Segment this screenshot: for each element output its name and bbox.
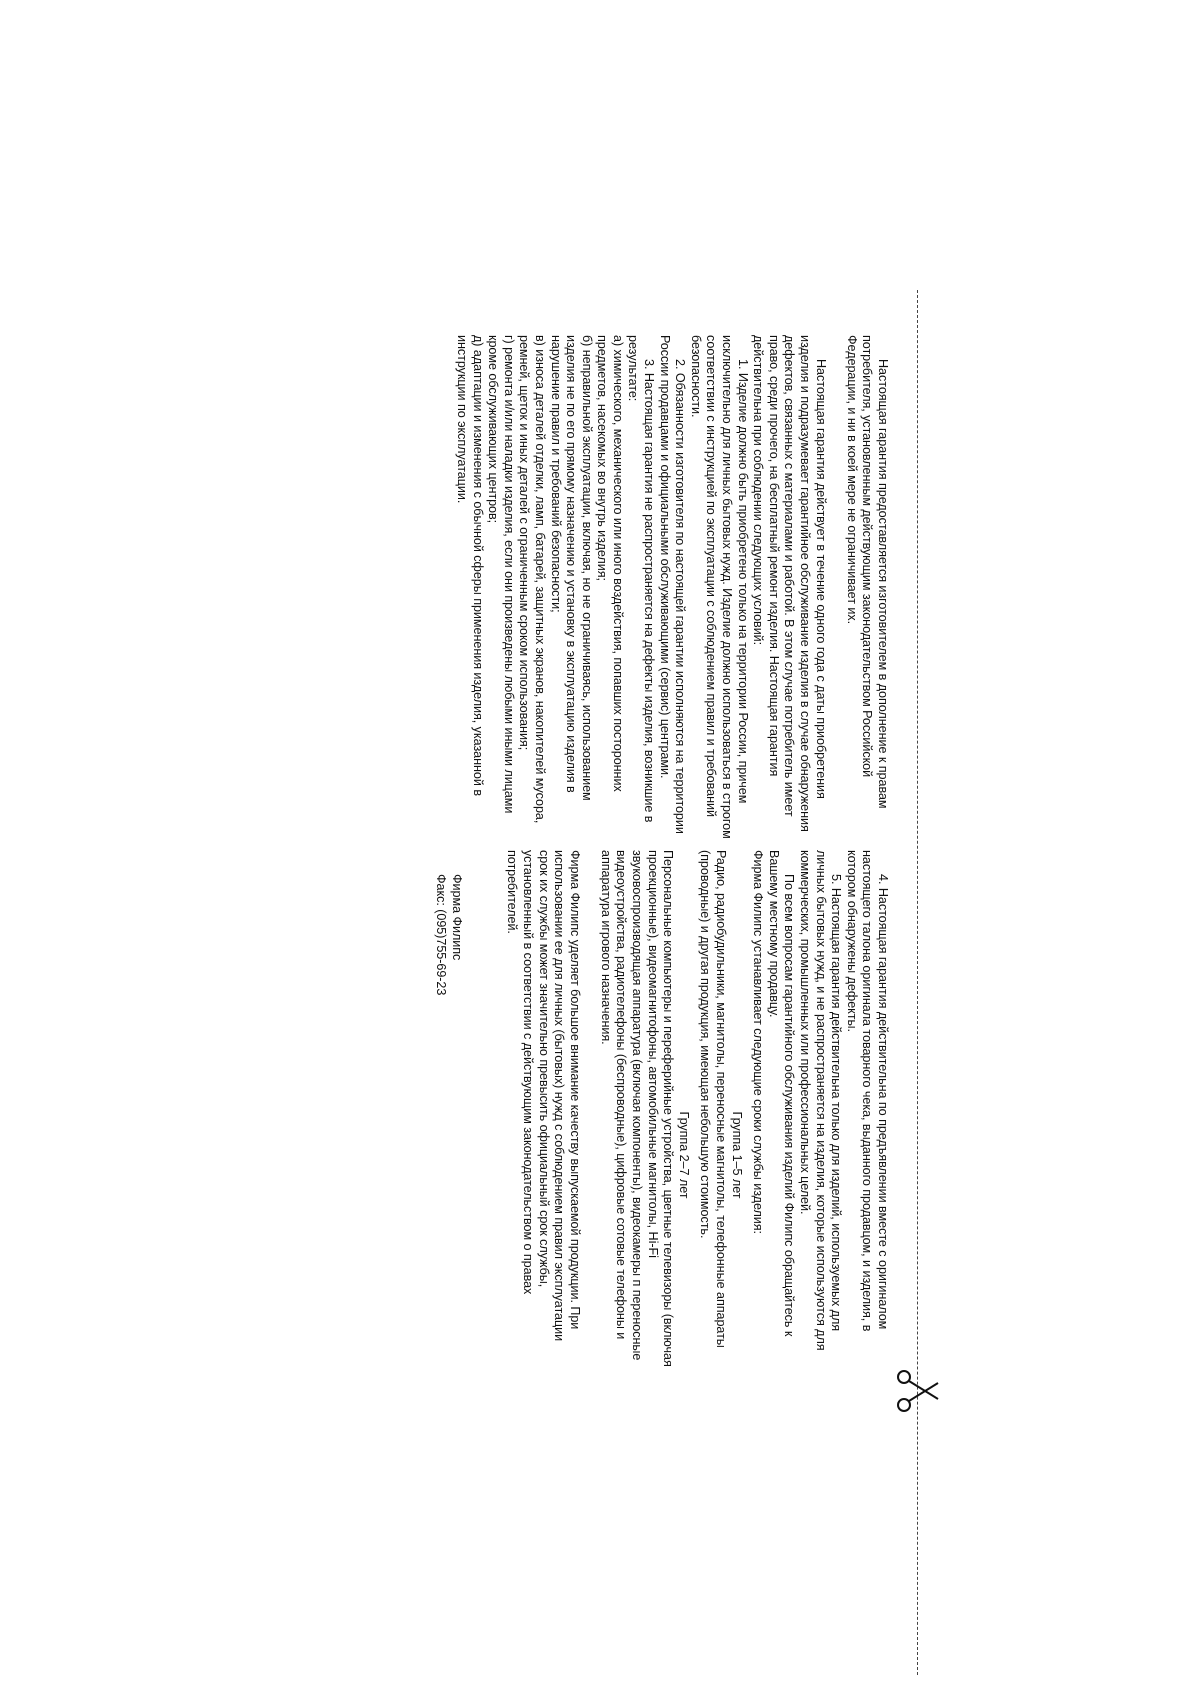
condition-1: 1. Изделие должно быть приобретено только на территории России, причем исключительно для личных бытовых нужд. Изделие должно использоваться в строгом соответствии с инструкцией по эксплуатации с соблюдением правил и требований безопасности. — [688, 335, 750, 839]
warranty-term-paragraph: Настоящая гарантия действует в течение одного года с даты приобретения изделия и подразумевает гарантийное обслуживание изделия в случае обнаружения дефектов, связанных с материалами и работой. В этом случае потребитель имеет право, среди прочего, на бесплатный ремонт изделия. Настоящая гарантия действительна при соблюдении следующих условий: — [751, 335, 828, 832]
contact-paragraph: По всем вопросам гарантийного обслуживания изделий Филипс обращайтесь к Вашему местному продавцу. — [766, 850, 797, 1337]
intro-paragraph: Настоящая гарантия предоставляется изготовителем в дополнение к правам потребителя, установленным действующим законодательством Российской Федерации, и ни в коей мере не ограничивает их. — [844, 335, 890, 809]
scissors-icon — [892, 1365, 944, 1417]
condition-4: 4. Настоящая гарантия действительна по предъявлении вместе с оригиналом настоящего талона оригинала товарного чека, выданного продавцом, и изделия, в котором обнаружены дефекты. — [844, 850, 890, 1332]
condition-5: 5. Настоящая гарантия действительна только для изделий, используемых для личных бытовых нужд, и не распространяется на изделия, которые используются для коммерческих, промышленных или профессиональных целей. — [798, 850, 844, 1351]
quality-paragraph: Фирма Филипс уделяет большое внимание качеству выпускаемой продукции. При использовании ее для личных (бытовых) нужд с соблюдением правил эксплуатации срок их службы может значительно превысить официальный срок службы, установленный в соответствии с действующим законодательством о правах потребителей. — [505, 850, 582, 1342]
right-column — [433, 850, 890, 1370]
group-2-text: Персональные компьютеры и переферийные устройства, цветные телевизоры (включая проекционные), видеомагнитофоны, автомобильные магнитолы, Hi-Fi звуковоспроизводящая аппаратура (включая компоненты), видеокамеры п переносные видеоустройства, радиотелефоны (беспроводные), цифровые сотовые телефоны и аппаратура игрового назначения. — [598, 850, 676, 1367]
company-name: Фирма Филипс — [449, 874, 464, 961]
left-column — [453, 335, 890, 845]
exclusion-item: б) неправильной эксплуатации, включая, но не ограничиваясь, использованием изделия не по его прямому назначению и установку в эксплуатацию изделия в нарушение правил и требований безопасности; — [548, 335, 594, 801]
condition-3: 3. Настоящая гарантия не распространяется на дефекты изделия, возникшие в результате: — [626, 335, 657, 823]
cut-line — [917, 290, 918, 1675]
exclusion-item: д) адаптации и изменения с обычной сферы применения изделия, указанной в инструкции по эксплуатации. — [454, 335, 485, 796]
exclusion-item: а) химического, механического или иного воздействия, попавших посторонних предметов, насекомых во внутрь изделия; — [595, 335, 625, 792]
service-life-intro: Фирма Филипс устанавливает следующие сроки службы изделия: — [751, 850, 766, 1235]
group-1-title: Группа 1–5 лет — [729, 1111, 744, 1199]
group-1-text: Радио, радиобудильники, магнитолы, переносные магнитолы, телефонные аппараты (проводные) и другая продукция, имеющая небольшую стоимость. — [698, 850, 729, 1348]
exclusion-item: г) ремонта и/или наладки изделия, если они произведены любыми иными лицами кроме обслуживающих центров; — [486, 335, 516, 814]
fax-number: Факс: (095)755-69-23 — [434, 874, 449, 996]
exclusion-item: в) износа деталей отделки, ламп, батарей, защитных экранов, накопителей мусора, ремней, щеток и иных деталей с ограниченным сроком использования; — [517, 335, 547, 824]
group-2-title: Группа 2–7 лет — [676, 1111, 691, 1199]
condition-2: 2. Обязанности изготовителя по настоящей гарантии исполняются на территории России продавцами и официальными обслуживающими (сервис) центрами. — [657, 335, 688, 834]
